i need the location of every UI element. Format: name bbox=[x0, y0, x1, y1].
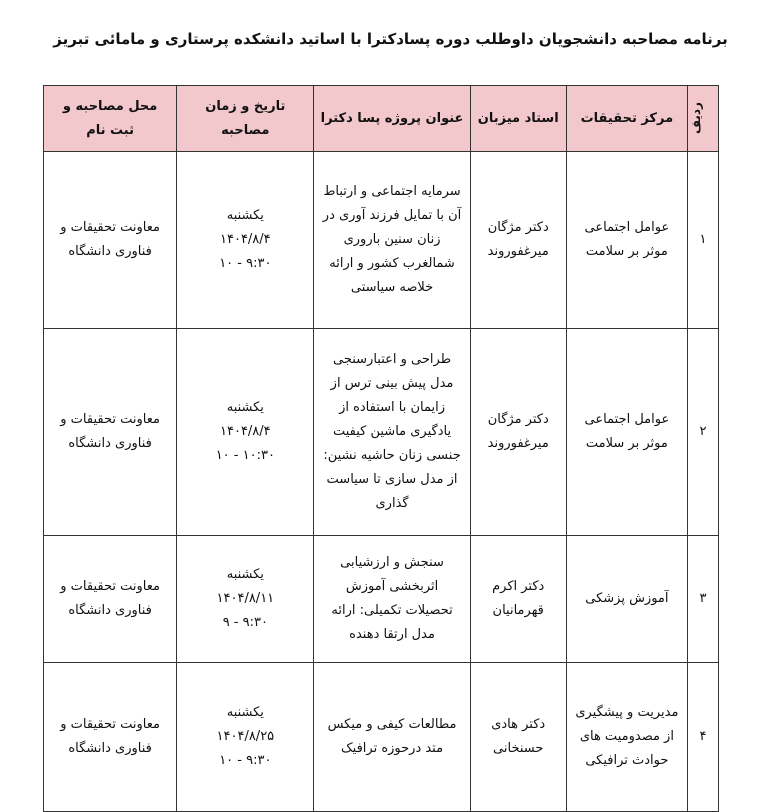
cell-date-time bbox=[177, 329, 314, 536]
research-center-text: عوامل اجتماعی موثر بر سلامت bbox=[584, 412, 670, 451]
header-interview-place: محل مصاحبه و ثبت نام bbox=[44, 86, 177, 152]
interview-date: ۱۴۰۴/۸/۲۵ bbox=[216, 729, 275, 744]
interview-time: ۹:۳۰ - ۱۰ bbox=[219, 753, 272, 768]
cell-research-center bbox=[566, 152, 687, 329]
project-title-text: مطالعات کیفی و میکس متد درحوزه ترافیک bbox=[327, 717, 457, 756]
cell-project-title bbox=[314, 663, 470, 812]
cell-interview-place bbox=[44, 152, 177, 329]
header-research-center: مرکز تحقیقات bbox=[566, 86, 687, 152]
cell-interview-place bbox=[44, 663, 177, 812]
project-title-text: طراحی و اعتبارسنجی مدل پیش بینی ترس از زایمان با استفاده از یادگیری ماشین کیفیت جنسی زنان حاشیه نشین: از مدل سازی تا سیاست گذاری bbox=[323, 352, 461, 511]
interview-day: یکشنبه bbox=[226, 400, 264, 415]
interview-time: ۹:۳۰ - ۹ bbox=[222, 615, 268, 630]
interview-date: ۱۴۰۴/۸/۴ bbox=[220, 232, 271, 247]
table-row bbox=[44, 152, 719, 329]
host-professor-text: دکتر اکرم قهرمانیان bbox=[492, 579, 545, 618]
interview-date: ۱۴۰۴/۸/۴ bbox=[220, 424, 271, 439]
cell-project-title bbox=[314, 536, 470, 663]
interview-day: یکشنبه bbox=[226, 567, 264, 582]
interview-place-text: معاونت تحقیقات و فناوری دانشگاه bbox=[60, 717, 160, 756]
cell-row-number: ۲ bbox=[687, 329, 718, 536]
cell-row-number: ۳ bbox=[687, 536, 718, 663]
cell-research-center bbox=[566, 536, 687, 663]
research-center-text: عوامل اجتماعی موثر بر سلامت bbox=[584, 220, 670, 259]
host-professor-text: دکتر مژگان میرغفوروند bbox=[487, 220, 549, 259]
cell-project-title bbox=[314, 329, 470, 536]
header-row-number bbox=[687, 86, 718, 152]
cell-host-professor bbox=[470, 152, 566, 329]
table-header-row bbox=[44, 86, 719, 152]
interview-place-text: معاونت تحقیقات و فناوری دانشگاه bbox=[60, 579, 160, 618]
header-row-number-label: ردیف bbox=[689, 102, 704, 134]
interview-time: ۹:۳۰ - ۱۰ bbox=[219, 256, 272, 271]
header-date-time: تاریخ و زمان مصاحبه bbox=[177, 86, 314, 152]
table-row bbox=[44, 663, 719, 812]
cell-host-professor bbox=[470, 329, 566, 536]
research-center-text: مدیریت و پیشگیری از مصدومیت های حوادث ترافیکی bbox=[575, 705, 679, 768]
interview-schedule-table bbox=[43, 85, 719, 812]
cell-host-professor bbox=[470, 536, 566, 663]
cell-row-number: ۴ bbox=[687, 663, 718, 812]
header-host-professor: استاد میزبان bbox=[470, 86, 566, 152]
interview-place-text: معاونت تحقیقات و فناوری دانشگاه bbox=[60, 412, 160, 451]
interview-place-text: معاونت تحقیقات و فناوری دانشگاه bbox=[60, 220, 160, 259]
table-row bbox=[44, 329, 719, 536]
cell-host-professor bbox=[470, 663, 566, 812]
interview-day: یکشنبه bbox=[226, 208, 264, 223]
cell-interview-place bbox=[44, 329, 177, 536]
cell-interview-place bbox=[44, 536, 177, 663]
cell-date-time bbox=[177, 663, 314, 812]
project-title-text: سرمایه اجتماعی و ارتباط آن با تمایل فرزند آوری در زنان سنین باروری شمالغرب کشور و ارائه خلاصه سیاستی bbox=[322, 184, 462, 295]
cell-research-center bbox=[566, 663, 687, 812]
project-title-text: سنجش و ارزشیابی اثربخشی آموزش تحصیلات تکمیلی: ارائه مدل ارتقا دهنده bbox=[331, 555, 453, 642]
interview-time: ۱۰:۳۰ - ۱۰ bbox=[215, 448, 275, 463]
host-professor-text: دکتر هادی حسنخانی bbox=[491, 717, 546, 756]
cell-date-time bbox=[177, 536, 314, 663]
host-professor-text: دکتر مژگان میرغفوروند bbox=[487, 412, 549, 451]
interview-date: ۱۴۰۴/۸/۱۱ bbox=[216, 591, 275, 606]
table-row bbox=[44, 536, 719, 663]
cell-row-number: ۱ bbox=[687, 152, 718, 329]
header-project-title: عنوان پروژه پسا دکترا bbox=[314, 86, 470, 152]
cell-research-center bbox=[566, 329, 687, 536]
research-center-text: آموزش پزشکی bbox=[585, 591, 669, 606]
interview-day: یکشنبه bbox=[226, 705, 264, 720]
page-title: برنامه مصاحبه دانشجویان داوطلب دوره پسادکترا با اساتید دانشکده پرستاری و مامائی تبریز bbox=[53, 30, 728, 48]
cell-date-time bbox=[177, 152, 314, 329]
cell-project-title bbox=[314, 152, 470, 329]
